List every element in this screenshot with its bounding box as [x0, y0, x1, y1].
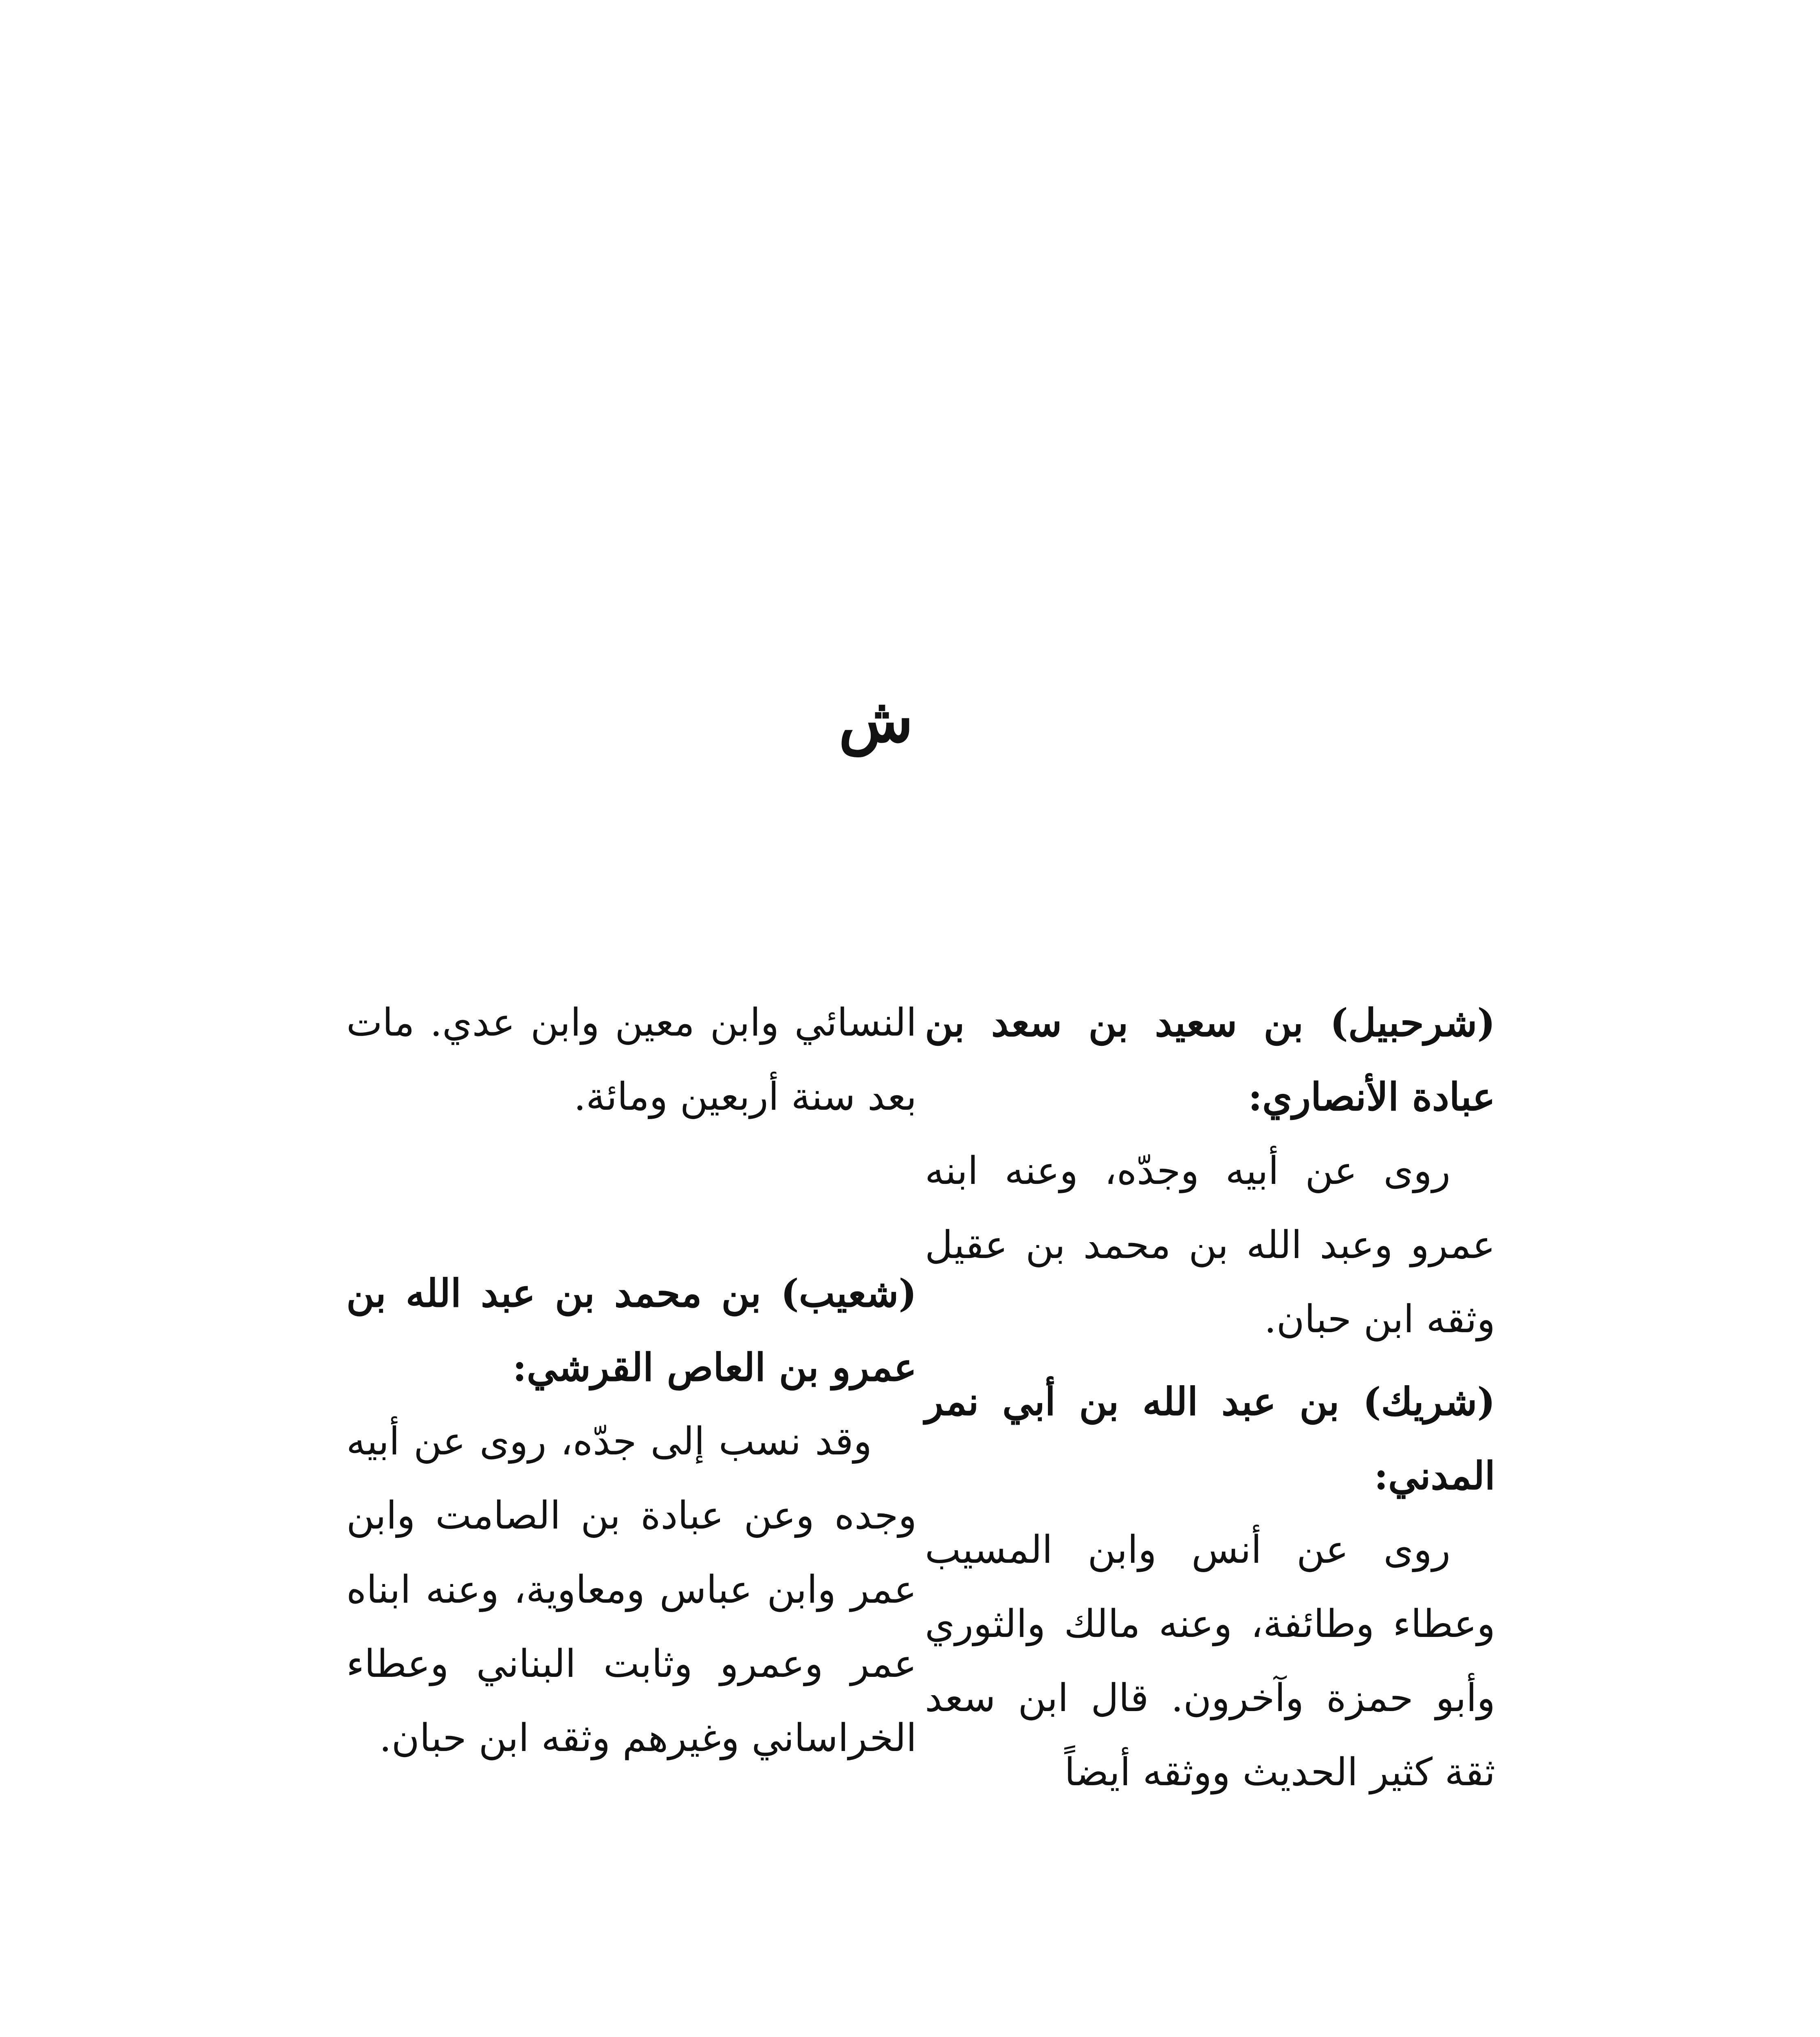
section-letter-heading: ش: [838, 684, 913, 756]
biography-entry: [346, 1256, 917, 1775]
entry-body: روى عن أبيه وجدّه، وعنه ابنه عمرو وعبد الله بن محمد بن عقيل وثقه ابن حبان.: [925, 1149, 1495, 1342]
entry-body: وقد نسب إلى جدّه، روى عن أبيه وجده وعن عبادة بن الصامت وابن عمر وابن عباس ومعاوية، وعنه ابناه عمر وعمرو وثابت البناني وعطاء الخراساني وغيرهم وثقه ابن حبان.: [346, 1419, 917, 1760]
right-column: [925, 986, 1495, 1810]
biography-entry: [925, 1365, 1495, 1810]
entry-continuation-text: النسائي وابن معين وابن عدي. مات بعد سنة أربعين ومائة.: [346, 1001, 917, 1119]
entry-body: روى عن أنس وابن المسيب وعطاء وطائفة، وعنه مالك والثوري وأبو حمزة وآخرون. قال ابن سعد ثقة كثير الحديث ووثقه أيضاً: [925, 1528, 1495, 1795]
biography-entry: [925, 986, 1495, 1357]
entry-separator: [346, 1134, 917, 1256]
entry-heading: (شعيب) بن محمد بن عبد الله بن عمرو بن العاص القرشي:: [346, 1271, 917, 1390]
entry-heading: (شرحبيل) بن سعيد بن سعد بن عبادة الأنصاري:: [925, 1001, 1495, 1120]
entry-heading: (شريك) بن عبد الله بن أبي نمر المدني:: [925, 1379, 1495, 1498]
left-column: [346, 986, 917, 1775]
